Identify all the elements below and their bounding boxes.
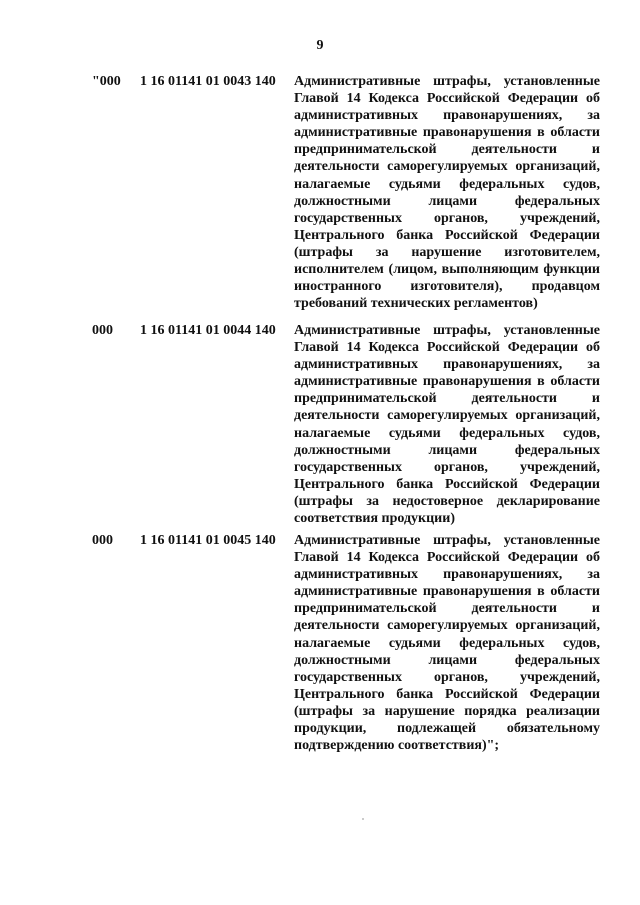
budget-classification-code: 1 16 01141 01 0043 140 <box>140 74 276 89</box>
scan-artifact <box>362 818 364 820</box>
administrator-code: 000 <box>92 533 113 548</box>
administrator-code: 000 <box>92 323 113 338</box>
page-number: 9 <box>316 38 324 53</box>
budget-classification-code: 1 16 01141 01 0045 140 <box>140 533 276 548</box>
administrator-code: "000 <box>92 74 121 89</box>
entry-description: Административные штрафы, установленные Главой 14 Кодекса Российской Федерации об административных правонарушениях, за административные правонарушения в области предпринимательской деятельности и деятельности саморегулируемых организаций, налагаемые судьями федеральных судов, должностными лицами федеральных государственных органов, учреждений, Центрального банка Российской Федерации (штрафы за недостоверное декларирование соответствия продукции) <box>294 323 600 527</box>
budget-classification-code: 1 16 01141 01 0044 140 <box>140 323 276 338</box>
entry-description: Административные штрафы, установленные Главой 14 Кодекса Российской Федерации об административных правонарушениях, за административные правонарушения в области предпринимательской деятельности и деятельности саморегулируемых организаций, налагаемые судьями федеральных судов, должностными лицами федеральных государственных органов, учреждений, Центрального банка Российской Федерации (штрафы за нарушение изготовителем, исполнителем (лицом, выполняющим функции иностранного изготовителя), продавцом требований технических регламентов) <box>294 74 600 312</box>
entry-description: Административные штрафы, установленные Главой 14 Кодекса Российской Федерации об административных правонарушениях, за административные правонарушения в области предпринимательской деятельности и деятельности саморегулируемых организаций, налагаемые судьями федеральных судов, должностными лицами федеральных государственных органов, учреждений, Центрального банка Российской Федерации (штрафы за нарушение порядка реализации продукции, подлежащей обязательному подтверждению соответствия)"; <box>294 533 600 754</box>
